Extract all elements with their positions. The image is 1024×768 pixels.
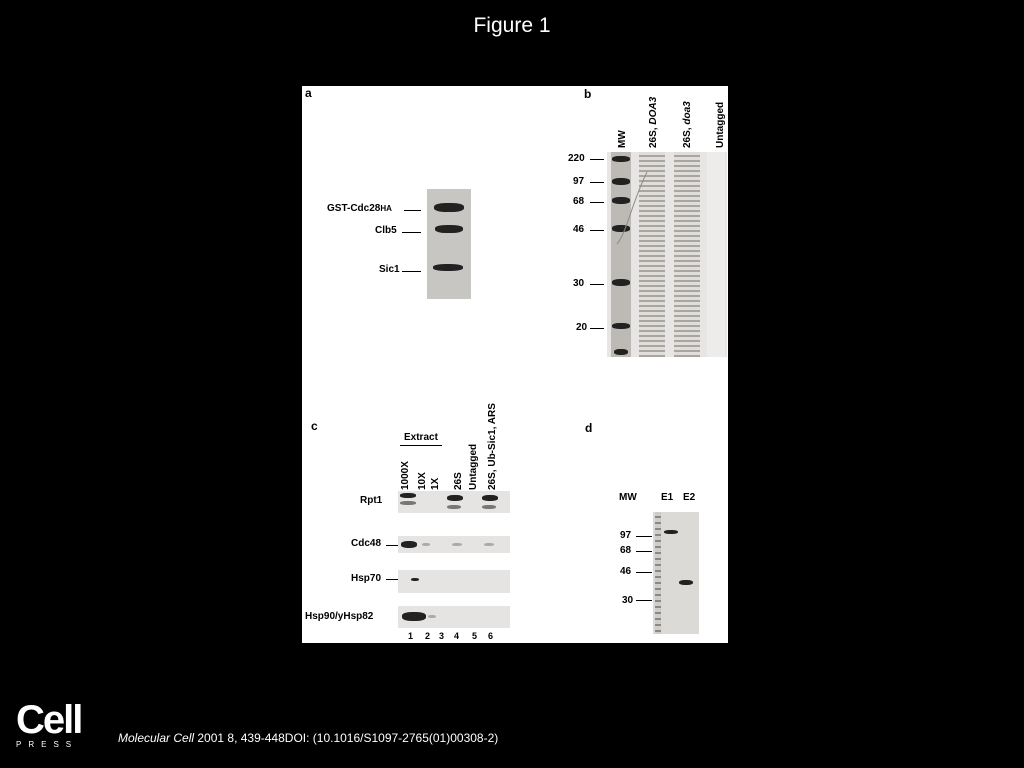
- panel-c-lane-1x: 1X: [430, 477, 441, 490]
- panel-b-lane-26s-prefix: 26S,: [648, 124, 659, 148]
- tick: [636, 572, 652, 573]
- tick: [590, 202, 604, 203]
- gel-band: [482, 505, 496, 509]
- citation: [118, 731, 498, 745]
- gel-band: [433, 264, 463, 271]
- panel-a-label-sic1: Sic1: [379, 264, 400, 275]
- panel-b-lane-26s-prefix: 26S,: [682, 124, 693, 148]
- gel-band: [401, 541, 417, 548]
- panel-b-marker-20: 20: [576, 322, 588, 333]
- gel-artifact-curve: [607, 152, 727, 357]
- tick: [590, 328, 604, 329]
- panel-a-label-gst-cdc28-text: GST-Cdc28: [327, 203, 381, 214]
- panel-b-marker-220: 220: [568, 153, 585, 164]
- gel-band: [679, 580, 693, 585]
- citation-details: 2001 8, 439-448DOI: (10.1016/S1097-2765(01)00308-2): [194, 731, 499, 745]
- panel-c-blot-hsp90: [398, 606, 510, 628]
- panel-c-lane-number-5: 5: [472, 631, 478, 641]
- panel-c-lane-1000x: 1000X: [400, 461, 411, 490]
- tick: [636, 600, 652, 601]
- slide-title: Figure 1: [473, 14, 551, 37]
- panel-b-marker-30: 30: [573, 278, 585, 289]
- journal-name: Molecular Cell: [118, 731, 195, 745]
- panel-b-lane-doa3-wt: DOA3: [648, 96, 659, 125]
- panel-c-lane-number-6: 6: [488, 631, 494, 641]
- gel-band: [428, 615, 436, 618]
- panel-d-letter: d: [585, 421, 593, 435]
- panel-b-marker-97: 97: [573, 176, 585, 187]
- panel-c-blot-cdc48: [398, 536, 510, 553]
- gel-band: [422, 543, 430, 546]
- tick: [404, 210, 421, 211]
- panel-c-blot-hsp70: [398, 570, 510, 593]
- panel-c-lane-number-3: 3: [439, 631, 445, 641]
- panel-c-row-cdc48: Cdc48: [351, 538, 382, 549]
- panel-c-lane-10x: 10X: [417, 472, 428, 490]
- panel-a-label-subscript: HA: [380, 204, 392, 213]
- panel-c-row-hsp70: Hsp70: [351, 573, 382, 584]
- panel-a-gel: [427, 189, 471, 299]
- gel-band: [447, 495, 463, 501]
- tick: [590, 230, 604, 231]
- panel-c-row-hsp90: Hsp90/yHsp82: [305, 611, 374, 622]
- panel-c-lane-untagged: Untagged: [468, 443, 479, 490]
- panel-a-label-gst-cdc28: [327, 203, 392, 214]
- panel-a-letter: a: [305, 86, 312, 100]
- tick: [386, 579, 398, 580]
- logo-sub: PRESS: [16, 740, 79, 749]
- panel-b-lane-doa3-mut: doa3: [682, 101, 693, 125]
- panel-b-lane-untagged: Untagged: [715, 101, 726, 148]
- panel-c-extract-header: Extract: [404, 432, 438, 443]
- panel-b-letter: b: [584, 87, 592, 101]
- panel-c-lane-number-4: 4: [454, 631, 460, 641]
- panel-c-letter: c: [311, 419, 318, 433]
- gel-band: [402, 612, 426, 621]
- panel-d-header-e1: E1: [661, 492, 674, 503]
- tick: [636, 551, 652, 552]
- gel-band: [484, 543, 494, 546]
- panel-c-lane-number-1: 1: [408, 631, 414, 641]
- panel-d-header-e2: E2: [683, 492, 696, 503]
- gel-band: [434, 203, 464, 212]
- panel-d-marker-46: 46: [620, 566, 632, 577]
- panel-d-marker-30: 30: [622, 595, 634, 606]
- panel-c-lane-26s: 26S: [453, 472, 464, 490]
- panel-c-blot-rpt1: [398, 491, 510, 513]
- tick: [386, 545, 398, 546]
- extract-bracket: [400, 445, 442, 446]
- panel-b-lane-mw: MW: [617, 130, 628, 148]
- tick: [590, 159, 604, 160]
- panel-b-lane-26s-doa3-wt: [648, 97, 659, 148]
- logo-word: Cell: [16, 698, 82, 742]
- gel-band: [400, 493, 416, 498]
- tick: [402, 271, 421, 272]
- panel-c-lane-26s-ub-sic1: 26S, Ub-Sic1, ARS: [487, 403, 498, 490]
- gel-band: [435, 225, 463, 233]
- gel-band: [664, 530, 678, 534]
- panel-c-lane-number-2: 2: [425, 631, 431, 641]
- panel-a-label-clb5: Clb5: [375, 225, 397, 236]
- gel-band: [482, 495, 498, 501]
- cell-press-logo: [16, 698, 82, 749]
- panel-b-marker-46: 46: [573, 224, 585, 235]
- panel-b-marker-68: 68: [573, 196, 585, 207]
- panel-b-gel: [607, 152, 727, 357]
- panel-d-marker-97: 97: [620, 530, 632, 541]
- tick: [590, 284, 604, 285]
- gel-band: [400, 501, 416, 505]
- panel-d-gel: [653, 512, 699, 634]
- figure-panel: [302, 86, 728, 643]
- panel-d-header-mw: MW: [619, 492, 637, 503]
- gel-band: [452, 543, 462, 546]
- tick: [590, 182, 604, 183]
- gel-band: [447, 505, 461, 509]
- tick: [636, 536, 652, 537]
- tick: [402, 232, 421, 233]
- panel-c-row-rpt1: Rpt1: [360, 495, 383, 506]
- gel-band: [411, 578, 419, 581]
- panel-d-marker-68: 68: [620, 545, 632, 556]
- gel-lane: [655, 512, 661, 634]
- panel-b-lane-26s-doa3-mut: [682, 101, 693, 148]
